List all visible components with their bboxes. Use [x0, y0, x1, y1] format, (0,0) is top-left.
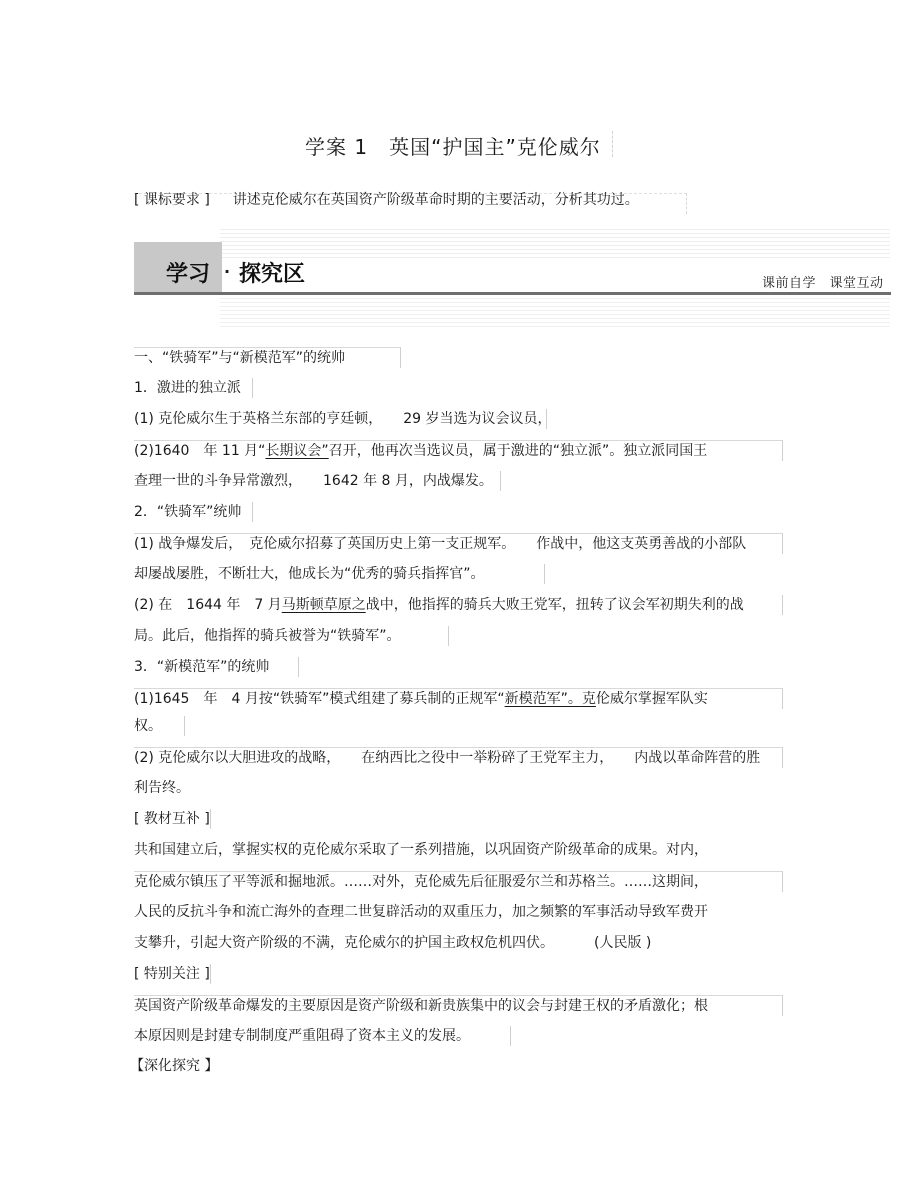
paragraph-line: 共和国建立后，掌握实权的克伦威尔采取了一系列措施，以巩固资产阶级革命的成果。对内，: [134, 842, 708, 858]
subsection-heading-3: 3．“新模范军”的统帅: [134, 657, 299, 677]
subsection-heading-2: 2．“铁骑军”统帅: [134, 502, 253, 522]
underlined-term: 长期议会”: [265, 443, 329, 459]
text-run: (2)1640 年 11 月“: [134, 443, 266, 459]
requirement-label: [ 课标要求 ]: [134, 192, 210, 208]
paragraph-line: [134, 440, 783, 461]
underlined-term: 马斯顿草原之: [281, 597, 366, 613]
text-run: (1)1645 年 4 月按“铁骑军”模式组建了募兵制的正规军“: [134, 691, 505, 707]
banner-subtitle: 课前自学 课堂互动: [762, 276, 884, 291]
banner-title-sub: 探究区: [239, 262, 306, 287]
paragraph-line: 人民的反抗斗争和流亡海外的查理二世复辟活动的双重压力，加之频繁的军事活动导致军费开: [134, 904, 708, 920]
text-run: 战中，他指挥的骑兵大败王党军，扭转了议会军初期失利的战: [365, 597, 744, 613]
text-run: 伦威尔掌握军队实: [595, 691, 708, 707]
subsection-heading-1: 1．激进的独立派: [134, 378, 253, 398]
paragraph-line: 利告终。: [134, 780, 190, 796]
banner-dot: ·: [224, 262, 231, 281]
section-heading: 一、“铁骑军”与“新模范军”的统帅: [134, 347, 401, 368]
banner-title-main: 学习: [166, 262, 211, 287]
banner-pattern: [220, 228, 890, 258]
text-run: 召开，他再次当选议员，属于激进的“独立派”。独立派同国王: [328, 443, 708, 459]
paragraph-line: 查理一世的斗争异常激烈， 1642 年 8 月，内战爆发。: [134, 471, 501, 491]
paragraph-line: (1) 战争爆发后， 克伦威尔招募了英国历史上第一支正规军。 作战中，他这支英勇善战的小部队: [134, 533, 783, 554]
paragraph-line: (2) 克伦威尔以大胆进攻的战略， 在纳西比之役中一举粉碎了王党军主力， 内战以革命阵营的胜: [134, 747, 783, 768]
deep-exploration-label: 【深化探究 】: [130, 1058, 219, 1074]
paragraph-line: 权。: [134, 716, 185, 736]
supplement-label: [ 教材互补 ]: [134, 811, 210, 827]
paragraph-line: 局。此后，他指挥的骑兵被誉为“铁骑军”。: [134, 626, 449, 646]
underlined-term: 新模范军”。克: [504, 691, 596, 707]
paragraph-line: 克伦威尔镇压了平等派和掘地派。……对外，克伦威先后征服爱尔兰和苏格兰。……这期间，: [134, 871, 783, 892]
text-run: (2) 在 1644 年 7 月: [134, 597, 282, 613]
paragraph-line: [134, 688, 783, 709]
banner-rule: [134, 292, 891, 295]
requirement-text: 讲述克伦威尔在英国资产阶级革命时期的主要活动，分析其功过。: [232, 192, 639, 208]
paragraph-line: 本原因则是封建专制制度严重阻碍了资本主义的发展。: [134, 1026, 511, 1046]
paragraph-line: 却屡战屡胜，不断壮大，他成长为“优秀的骑兵指挥官”。: [134, 564, 545, 584]
source-note: (人民版 ): [594, 935, 652, 951]
paragraph-line: (1) 克伦威尔生于英格兰东部的亨廷顿， 29 岁当选为议会议员，: [134, 411, 552, 427]
title-divider: [612, 131, 614, 157]
paragraph-line: [134, 933, 651, 953]
paragraph-line: [134, 595, 783, 615]
text-run: 支攀升，引起大资产阶级的不满，克伦威尔的护国主政权危机四伏。: [134, 935, 554, 951]
paragraph-line: 英国资产阶级革命爆发的主要原因是资产阶级和新贵族集中的议会与封建王权的矛盾激化；根: [134, 995, 783, 1016]
attention-label: [ 特别关注 ]: [134, 966, 210, 982]
banner-pattern-lower: [220, 297, 890, 327]
page-title: 学案 1 英国“护国主”克伦威尔: [305, 135, 601, 159]
requirement: [134, 190, 639, 210]
